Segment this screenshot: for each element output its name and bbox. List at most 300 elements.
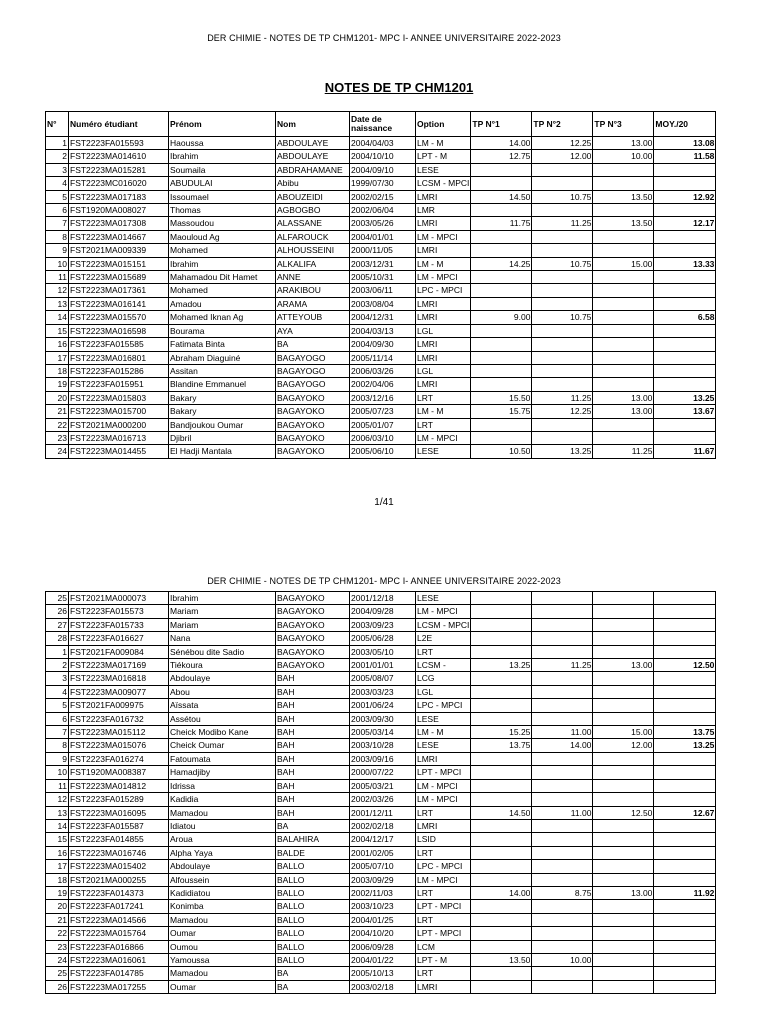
birth-date-cell: 2005/06/28 [350, 632, 416, 645]
tp1-grade-cell [471, 605, 532, 618]
table-row [46, 819, 716, 832]
table-row [46, 190, 716, 203]
student-id-cell: FST2223MA015803 [69, 391, 169, 404]
row-number-cell: 16 [46, 338, 69, 351]
average-grade-cell [654, 967, 716, 980]
tp2-grade-cell [532, 873, 593, 886]
birth-date-cell: 2005/07/23 [350, 405, 416, 418]
tp2-grade-cell [532, 752, 593, 765]
birth-date-cell: 2003/05/26 [350, 217, 416, 230]
last-name-cell: BA [276, 967, 350, 980]
student-id-cell: FST2223MA014566 [69, 913, 169, 926]
tp2-grade-cell [532, 860, 593, 873]
row-number-cell: 21 [46, 405, 69, 418]
student-id-cell: FST2223MA015151 [69, 257, 169, 270]
tp3-grade-cell [593, 846, 654, 859]
table-row [46, 284, 716, 297]
first-name-cell: Haoussa [169, 137, 276, 150]
first-name-cell: Alfoussein [169, 873, 276, 886]
option-cell: LPT - MPCI [416, 927, 471, 940]
first-name-cell: Massoudou [169, 217, 276, 230]
table-row [46, 793, 716, 806]
tp1-grade-cell: 15.25 [471, 726, 532, 739]
tp2-grade-cell [532, 672, 593, 685]
tp2-grade-cell [532, 900, 593, 913]
tp1-grade-cell: 15.75 [471, 405, 532, 418]
last-name-cell: ARAMA [276, 297, 350, 310]
grades-table-page-2 [45, 591, 716, 994]
tp1-grade-cell: 14.50 [471, 190, 532, 203]
average-grade-cell [654, 873, 716, 886]
average-grade-cell [654, 793, 716, 806]
average-grade-cell [654, 271, 716, 284]
student-id-cell: FST2223MA009077 [69, 685, 169, 698]
tp3-grade-cell [593, 632, 654, 645]
option-cell: LM - M [416, 405, 471, 418]
average-grade-cell [654, 953, 716, 966]
first-name-cell: Assitan [169, 364, 276, 377]
page-header-2: DER CHIMIE - NOTES DE TP CHM1201- MPC I- ANNEE UNIVERSITAIRE 2022-2023 [207, 576, 561, 586]
first-name-cell: Idiatou [169, 819, 276, 832]
tp3-grade-cell [593, 618, 654, 631]
tp1-grade-cell [471, 364, 532, 377]
birth-date-cell: 2003/03/23 [350, 685, 416, 698]
first-name-cell: Kadidiatou [169, 886, 276, 899]
average-grade-cell: 13.25 [654, 739, 716, 752]
last-name-cell: ALASSANE [276, 217, 350, 230]
last-name-cell: ANNE [276, 271, 350, 284]
table-row [46, 927, 716, 940]
row-number-cell: 3 [46, 672, 69, 685]
student-id-cell: FST2223MA017308 [69, 217, 169, 230]
first-name-cell: Bakary [169, 405, 276, 418]
average-grade-cell [654, 592, 716, 605]
first-name-cell: Mamadou [169, 913, 276, 926]
birth-date-cell: 2005/10/13 [350, 967, 416, 980]
student-id-cell: FST2223FA016274 [69, 752, 169, 765]
table-row [46, 445, 716, 458]
option-cell: LMRI [416, 190, 471, 203]
tp1-grade-cell [471, 284, 532, 297]
average-grade-cell: 13.08 [654, 137, 716, 150]
option-cell: LM - M [416, 726, 471, 739]
tp1-grade-cell [471, 699, 532, 712]
row-number-cell: 5 [46, 190, 69, 203]
tp1-grade-cell: 13.75 [471, 739, 532, 752]
option-cell: LMRI [416, 297, 471, 310]
option-cell: LCM [416, 940, 471, 953]
table-body-page-1 [46, 137, 716, 459]
average-grade-cell [654, 324, 716, 337]
tp2-grade-cell: 12.25 [532, 137, 593, 150]
first-name-cell: Idrissa [169, 779, 276, 792]
col-tp2: TP N°2 [532, 112, 593, 137]
average-grade-cell [654, 618, 716, 631]
option-cell: LMRI [416, 351, 471, 364]
option-cell: LPT - MPCI [416, 766, 471, 779]
first-name-cell: Maouloud Ag [169, 230, 276, 243]
tp3-grade-cell [593, 927, 654, 940]
tp1-grade-cell [471, 645, 532, 658]
row-number-cell: 8 [46, 230, 69, 243]
student-id-cell: FST2021FA009975 [69, 699, 169, 712]
tp3-grade-cell [593, 418, 654, 431]
tp2-grade-cell: 11.25 [532, 217, 593, 230]
student-id-cell: FST2223MA017169 [69, 659, 169, 672]
first-name-cell: Assétou [169, 712, 276, 725]
first-name-cell: Ibrahim [169, 257, 276, 270]
first-name-cell: Fatimata Binta [169, 338, 276, 351]
table-row [46, 739, 716, 752]
option-cell: LPT - MPCI [416, 900, 471, 913]
last-name-cell: BALDE [276, 846, 350, 859]
tp2-grade-cell [532, 271, 593, 284]
average-grade-cell [654, 364, 716, 377]
tp2-grade-cell: 8.75 [532, 886, 593, 899]
tp3-grade-cell [593, 163, 654, 176]
tp1-grade-cell [471, 819, 532, 832]
average-grade-cell [654, 418, 716, 431]
first-name-cell: Sénébou dite Sadio [169, 645, 276, 658]
tp2-grade-cell [532, 699, 593, 712]
option-cell: LPT - M [416, 150, 471, 163]
col-tp3: TP N°3 [593, 112, 654, 137]
option-cell: LGL [416, 364, 471, 377]
tp1-grade-cell [471, 378, 532, 391]
last-name-cell: BAGAYOGO [276, 378, 350, 391]
birth-date-cell: 2002/02/18 [350, 819, 416, 832]
birth-date-cell: 2003/09/23 [350, 618, 416, 631]
table-row [46, 659, 716, 672]
row-number-cell: 18 [46, 873, 69, 886]
student-id-cell: FST2223MA017183 [69, 190, 169, 203]
average-grade-cell [654, 378, 716, 391]
average-grade-cell [654, 752, 716, 765]
tp3-grade-cell [593, 271, 654, 284]
document-title-text: NOTES DE TP CHM1201 [324, 80, 474, 95]
last-name-cell: Abibu [276, 177, 350, 190]
tp3-grade-cell [593, 431, 654, 444]
tp3-grade-cell: 12.50 [593, 806, 654, 819]
student-id-cell: FST2223MA014667 [69, 230, 169, 243]
birth-date-cell: 2003/12/31 [350, 257, 416, 270]
average-grade-cell [654, 244, 716, 257]
table-row [46, 860, 716, 873]
average-grade-cell [654, 779, 716, 792]
row-number-cell: 20 [46, 900, 69, 913]
option-cell: LMRI [416, 338, 471, 351]
table-row [46, 378, 716, 391]
birth-date-cell: 2005/11/14 [350, 351, 416, 364]
last-name-cell: BAH [276, 685, 350, 698]
tp1-grade-cell [471, 418, 532, 431]
first-name-cell: Abraham Diaguiné [169, 351, 276, 364]
option-cell: LMRI [416, 244, 471, 257]
tp1-grade-cell [471, 297, 532, 310]
last-name-cell: BALLO [276, 927, 350, 940]
last-name-cell: BA [276, 338, 350, 351]
student-id-cell: FST2223MC016020 [69, 177, 169, 190]
student-id-cell: FST2021MA000255 [69, 873, 169, 886]
first-name-cell: Oumar [169, 927, 276, 940]
average-grade-cell [654, 605, 716, 618]
tp3-grade-cell [593, 900, 654, 913]
option-cell: LRT [416, 913, 471, 926]
student-id-cell: FST2223MA014455 [69, 445, 169, 458]
first-name-cell: Tiékoura [169, 659, 276, 672]
last-name-cell: BAGAYOKO [276, 592, 350, 605]
birth-date-cell: 2002/06/04 [350, 204, 416, 217]
row-number-cell: 10 [46, 257, 69, 270]
first-name-cell: Mahamadou Dit Hamet [169, 271, 276, 284]
tp1-grade-cell [471, 860, 532, 873]
average-grade-cell [654, 940, 716, 953]
last-name-cell: BA [276, 980, 350, 993]
tp2-grade-cell [532, 364, 593, 377]
table-row [46, 177, 716, 190]
tp3-grade-cell: 13.00 [593, 886, 654, 899]
student-id-cell: FST2223MA015402 [69, 860, 169, 873]
tp2-grade-cell [532, 712, 593, 725]
col-average: MOY./20 [654, 112, 716, 137]
last-name-cell: BAGAYOKO [276, 645, 350, 658]
tp2-grade-cell [532, 618, 593, 631]
birth-date-cell: 2004/10/20 [350, 927, 416, 940]
average-grade-cell: 13.67 [654, 405, 716, 418]
table-row [46, 431, 716, 444]
table-row [46, 886, 716, 899]
birth-date-cell: 2000/07/22 [350, 766, 416, 779]
average-grade-cell [654, 351, 716, 364]
average-grade-cell: 13.25 [654, 391, 716, 404]
option-cell: LESE [416, 592, 471, 605]
tp3-grade-cell: 11.25 [593, 445, 654, 458]
tp3-grade-cell [593, 752, 654, 765]
birth-date-cell: 2001/12/18 [350, 592, 416, 605]
birth-date-cell: 2004/09/28 [350, 605, 416, 618]
tp2-grade-cell [532, 967, 593, 980]
student-id-cell: FST2223MA015076 [69, 739, 169, 752]
average-grade-cell [654, 699, 716, 712]
average-grade-cell: 13.33 [654, 257, 716, 270]
option-cell: L2E [416, 632, 471, 645]
table-row [46, 297, 716, 310]
last-name-cell: BAGAYOKO [276, 605, 350, 618]
tp2-grade-cell [532, 980, 593, 993]
last-name-cell: BALLO [276, 873, 350, 886]
option-cell: LCSM - MPCI [417, 178, 470, 189]
row-number-cell: 14 [46, 819, 69, 832]
option-cell: LRT [416, 645, 471, 658]
table-row [46, 605, 716, 618]
table-row [46, 391, 716, 404]
birth-date-cell: 2002/04/06 [350, 378, 416, 391]
last-name-cell: BAH [276, 793, 350, 806]
tp2-grade-cell: 10.75 [532, 190, 593, 203]
tp3-grade-cell [593, 793, 654, 806]
row-number-cell: 18 [46, 364, 69, 377]
tp2-grade-cell [532, 779, 593, 792]
birth-date-cell: 2004/01/01 [350, 230, 416, 243]
average-grade-cell [654, 833, 716, 846]
tp2-grade-cell [532, 927, 593, 940]
average-grade-cell: 12.50 [654, 659, 716, 672]
birth-date-cell: 2005/06/10 [350, 445, 416, 458]
last-name-cell: BAH [276, 806, 350, 819]
tp2-grade-cell: 11.25 [532, 391, 593, 404]
tp1-grade-cell [471, 685, 532, 698]
tp1-grade-cell [471, 672, 532, 685]
average-grade-cell [654, 338, 716, 351]
tp1-grade-cell [471, 846, 532, 859]
table-row [46, 873, 716, 886]
tp2-grade-cell: 12.25 [532, 405, 593, 418]
option-cell: LMRI [416, 378, 471, 391]
last-name-cell: ALHOUSSEINI [276, 244, 350, 257]
first-name-cell: Mamadou [169, 967, 276, 980]
birth-date-cell: 2001/06/24 [350, 699, 416, 712]
average-grade-cell [654, 860, 716, 873]
row-number-cell: 24 [46, 445, 69, 458]
student-id-cell: FST2223FA014373 [69, 886, 169, 899]
last-name-cell: BAGAYOGO [276, 364, 350, 377]
table-body-page-2 [46, 592, 716, 994]
tp3-grade-cell [593, 324, 654, 337]
col-first-name: Prénom [169, 112, 276, 137]
last-name-cell: BAGAYOGO [276, 351, 350, 364]
tp1-grade-cell [471, 618, 532, 631]
last-name-cell: AGBOGBO [276, 204, 350, 217]
table-row [46, 311, 716, 324]
tp2-grade-cell [532, 338, 593, 351]
tp1-grade-cell [471, 632, 532, 645]
row-number-cell: 17 [46, 860, 69, 873]
last-name-cell: BAGAYOKO [276, 391, 350, 404]
student-id-cell: FST2223FA015286 [69, 364, 169, 377]
student-id-cell: FST2223MA017361 [69, 284, 169, 297]
table-row [46, 418, 716, 431]
tp2-grade-cell [532, 685, 593, 698]
table-row [46, 645, 716, 658]
student-id-cell: FST2223FA015593 [69, 137, 169, 150]
first-name-cell: Abou [169, 685, 276, 698]
student-id-cell: FST2021MA000073 [69, 592, 169, 605]
tp3-grade-cell [593, 311, 654, 324]
average-grade-cell [654, 980, 716, 993]
table-row [46, 913, 716, 926]
first-name-cell: Kadidia [169, 793, 276, 806]
tp3-grade-cell [593, 177, 654, 190]
tp3-grade-cell: 13.00 [593, 405, 654, 418]
table-row [46, 833, 716, 846]
tp2-grade-cell [532, 418, 593, 431]
row-number-cell: 24 [46, 953, 69, 966]
average-grade-cell [654, 297, 716, 310]
last-name-cell: BAGAYOKO [276, 445, 350, 458]
tp2-grade-cell [532, 324, 593, 337]
table-row [46, 163, 716, 176]
page-number: 1/41 [374, 497, 394, 508]
tp1-grade-cell: 10.50 [471, 445, 532, 458]
row-number-cell: 22 [46, 927, 69, 940]
tp1-grade-cell: 12.75 [471, 150, 532, 163]
tp2-grade-cell [532, 766, 593, 779]
table-row [46, 766, 716, 779]
tp3-grade-cell: 13.00 [593, 391, 654, 404]
student-id-cell: FST2223MA017255 [69, 980, 169, 993]
tp2-grade-cell: 11.00 [532, 726, 593, 739]
last-name-cell: BAH [276, 739, 350, 752]
birth-date-cell: 2003/08/04 [350, 297, 416, 310]
option-cell: LRT [416, 806, 471, 819]
row-number-cell: 25 [46, 967, 69, 980]
first-name-cell: Nana [169, 632, 276, 645]
grades-table-page-1 [45, 111, 716, 459]
row-number-cell: 2 [46, 150, 69, 163]
table-row [46, 806, 716, 819]
student-id-cell: FST2021FA009084 [69, 645, 169, 658]
birth-date-cell: 2000/11/05 [350, 244, 416, 257]
option-cell: LESE [416, 712, 471, 725]
tp2-grade-cell [532, 351, 593, 364]
birth-date-cell: 2001/02/05 [350, 846, 416, 859]
birth-date-cell: 2002/03/26 [350, 793, 416, 806]
tp1-grade-cell: 9.00 [471, 311, 532, 324]
tp3-grade-cell: 13.00 [593, 659, 654, 672]
tp1-grade-cell: 14.00 [471, 886, 532, 899]
row-number-cell: 19 [46, 886, 69, 899]
row-number-cell: 19 [46, 378, 69, 391]
first-name-cell: Alpha Yaya [169, 846, 276, 859]
tp1-grade-cell [471, 940, 532, 953]
birth-date-cell: 2005/03/14 [350, 726, 416, 739]
tp1-grade-cell: 14.00 [471, 137, 532, 150]
tp3-grade-cell [593, 284, 654, 297]
birth-date-cell: 2004/01/22 [350, 953, 416, 966]
tp2-grade-cell: 12.00 [532, 150, 593, 163]
row-number-cell: 9 [46, 244, 69, 257]
student-id-cell: FST2223MA016713 [69, 431, 169, 444]
last-name-cell: BALLO [276, 886, 350, 899]
tp3-grade-cell [593, 779, 654, 792]
option-cell: LM - MPCI [416, 271, 471, 284]
birth-date-cell: 2003/10/28 [350, 739, 416, 752]
student-id-cell: FST2223FA016627 [69, 632, 169, 645]
row-number-cell: 12 [46, 284, 69, 297]
first-name-cell: Djibril [169, 431, 276, 444]
table-row [46, 712, 716, 725]
birth-date-cell: 2001/12/11 [350, 806, 416, 819]
row-number-cell: 25 [46, 592, 69, 605]
table-row [46, 338, 716, 351]
student-id-cell: FST2223MA015764 [69, 927, 169, 940]
birth-date-cell: 2004/12/17 [350, 833, 416, 846]
tp3-grade-cell [593, 378, 654, 391]
tp1-grade-cell [471, 431, 532, 444]
tp2-grade-cell [532, 297, 593, 310]
first-name-cell: Aroua [169, 833, 276, 846]
last-name-cell: BAH [276, 672, 350, 685]
first-name-cell: Abdoulaye [169, 672, 276, 685]
average-grade-cell [654, 632, 716, 645]
table-row [46, 324, 716, 337]
average-grade-cell: 12.67 [654, 806, 716, 819]
col-tp1: TP N°1 [471, 112, 532, 137]
tp3-grade-cell [593, 967, 654, 980]
row-number-cell: 7 [46, 217, 69, 230]
tp2-grade-cell [532, 378, 593, 391]
average-grade-cell [654, 284, 716, 297]
